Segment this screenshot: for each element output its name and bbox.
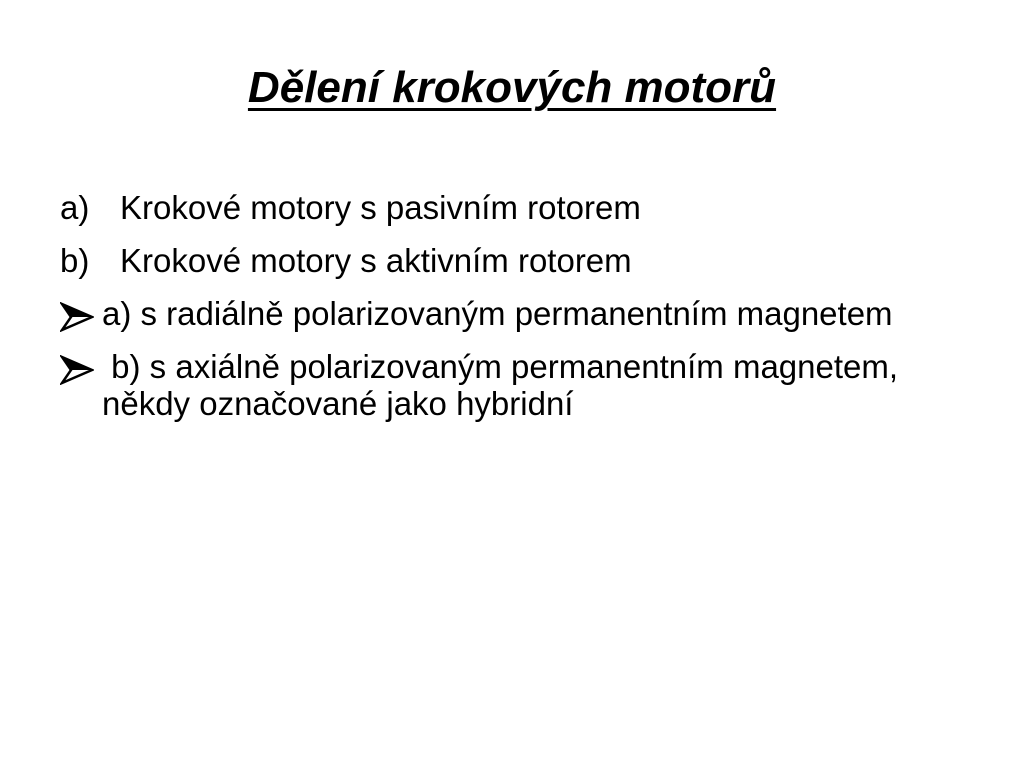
list-item-text: Krokové motory s pasivním rotorem bbox=[120, 189, 641, 226]
list-item-b bbox=[60, 243, 980, 280]
slide-title: Dělení krokových motorů bbox=[247, 63, 777, 112]
list-item-a bbox=[60, 190, 980, 227]
arrow-bullet-icon bbox=[60, 302, 94, 332]
list-item-text: Krokové motory s aktivním rotorem bbox=[120, 241, 632, 279]
arrow-bullet-icon bbox=[60, 355, 94, 385]
bullet-list bbox=[60, 190, 980, 439]
list-item-axial bbox=[60, 349, 980, 423]
list-marker-b: b) bbox=[60, 241, 90, 279]
list-item-text: b) s axiálně polarizovaným permanentním magnetem, někdy označované jako hybridní bbox=[102, 347, 908, 422]
list-item-text: a) s radiálně polarizovaným permanentním magnetem bbox=[102, 294, 893, 332]
list-marker-a: a) bbox=[60, 189, 90, 226]
list-item-radial bbox=[60, 296, 980, 333]
